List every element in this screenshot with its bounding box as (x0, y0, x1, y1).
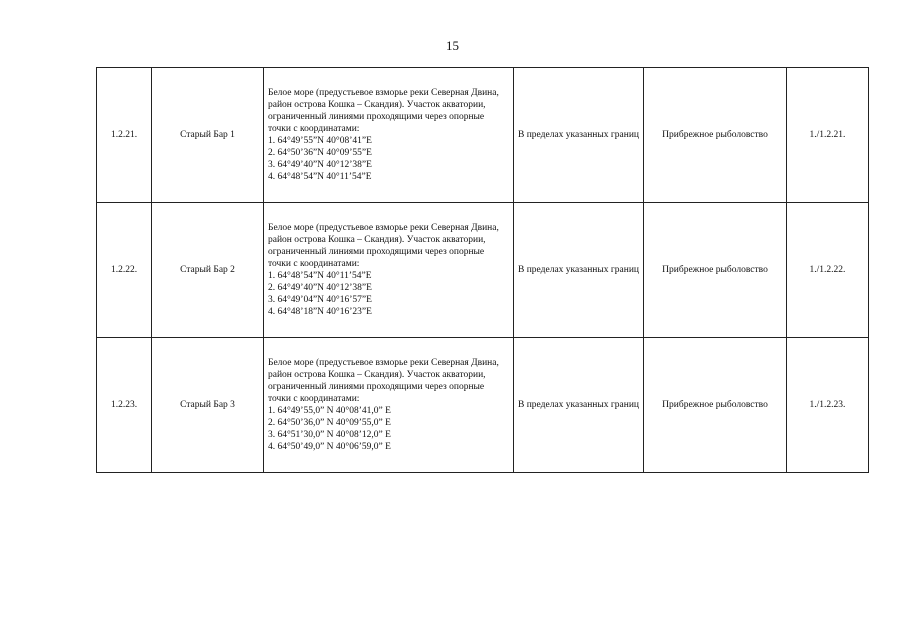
reference-cell: 1./1.2.23. (787, 338, 869, 473)
area-description-cell (264, 203, 514, 338)
page-number: 15 (446, 38, 459, 53)
area-limits-cell: В пределах указанных границ (514, 338, 644, 473)
area-name-cell: Старый Бар 2 (152, 203, 264, 338)
coordinate-point: 2. 64°50’36”N 40°09’55”E (268, 148, 372, 158)
coordinate-point: 2. 64°50’36,0” N 40°09’55,0” E (268, 418, 391, 428)
table-row (97, 338, 869, 473)
coordinate-point: 3. 64°51’30,0” N 40°08’12,0” E (268, 430, 391, 440)
coordinate-point: 2. 64°49’40”N 40°12’38”E (268, 283, 372, 293)
coordinate-point: 1. 64°49’55”N 40°08’41”E (268, 136, 372, 146)
area-description: Белое море (предустьевое взморье реки Северная Двина, район острова Кошка – Скандия). Участок акватории, ограниченный линиями проходящими через опорные точки с координатами: (268, 88, 499, 134)
area-limits-cell: В пределах указанных границ (514, 203, 644, 338)
coordinate-point: 1. 64°49’55,0” N 40°08’41,0” E (268, 406, 391, 416)
coordinate-point: 4. 64°48’54”N 40°11’54”E (268, 172, 372, 182)
area-description: Белое море (предустьевое взморье реки Северная Двина, район острова Кошка – Скандия). Участок акватории, ограниченный линиями проходящими через опорные точки с координатами: (268, 358, 499, 404)
fishing-type-cell: Прибрежное рыболовство (644, 338, 787, 473)
reference-cell: 1./1.2.21. (787, 68, 869, 203)
area-number-cell: 1.2.21. (97, 68, 152, 203)
area-description-cell (264, 68, 514, 203)
fishing-type-cell: Прибрежное рыболовство (644, 203, 787, 338)
coordinate-point: 3. 64°49’40”N 40°12’38”E (268, 160, 372, 170)
area-limits-cell: В пределах указанных границ (514, 68, 644, 203)
coordinate-point: 3. 64°49’04”N 40°16’57”E (268, 295, 372, 305)
area-description: Белое море (предустьевое взморье реки Северная Двина, район острова Кошка – Скандия). Участок акватории, ограниченный линиями проходящими через опорные точки с координатами: (268, 223, 499, 269)
table-row (97, 203, 869, 338)
area-number-cell: 1.2.22. (97, 203, 152, 338)
area-number-cell: 1.2.23. (97, 338, 152, 473)
coordinate-point: 1. 64°48’54”N 40°11’54”E (268, 271, 372, 281)
area-description-cell (264, 338, 514, 473)
fishing-type-cell: Прибрежное рыболовство (644, 68, 787, 203)
coordinate-point: 4. 64°48’18”N 40°16’23”E (268, 307, 372, 317)
area-name-cell: Старый Бар 3 (152, 338, 264, 473)
coordinate-point: 4. 64°50’49,0” N 40°06’59,0” E (268, 442, 391, 452)
fishing-areas-table (96, 67, 869, 473)
area-name-cell: Старый Бар 1 (152, 68, 264, 203)
table-row (97, 68, 869, 203)
reference-cell: 1./1.2.22. (787, 203, 869, 338)
